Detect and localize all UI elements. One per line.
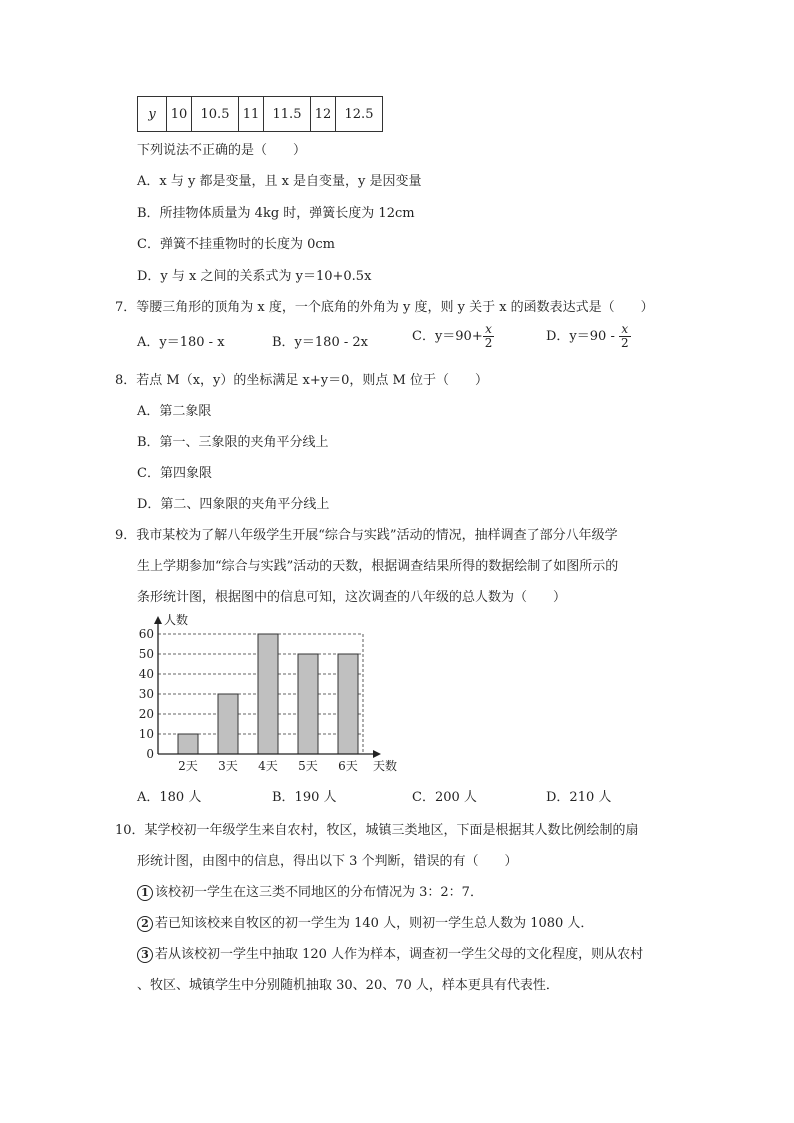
bar-3天 xyxy=(218,694,238,754)
q7-option-d-label: D．y＝90 - xyxy=(546,329,619,344)
q6-option-b: B．所挂物体质量为 4kg 时，弹簧长度为 12cm xyxy=(137,206,415,221)
y-tick-label: 60 xyxy=(138,627,154,641)
circled-number-3-icon: 3 xyxy=(137,947,153,963)
q10-statement-2-text: 若已知该校来自牧区的初一学生为 140 人，则初一学生总人数为 1080 人． xyxy=(155,916,594,931)
bar-5天 xyxy=(298,654,318,754)
value-table xyxy=(137,96,383,132)
q10-statement-3-text: 若从该校初一学生中抽取 120 人作为样本，调查初一学生父母的文化程度，则从农村 xyxy=(155,947,644,962)
x-axis-label: 天数 xyxy=(373,759,398,773)
q10-statement-1-text: 该校初一学生在这三类不同地区的分布情况为 3：2：7． xyxy=(155,885,483,900)
y-axis-label: 人数 xyxy=(164,613,189,627)
y-tick-label: 20 xyxy=(138,707,154,721)
q8-option-c: C．第四象限 xyxy=(137,466,212,481)
q7-option-b: B．y＝180 - 2x xyxy=(272,335,368,350)
y-tick-label: 10 xyxy=(138,727,154,741)
q8-option-b: B．第一、三象限的夹角平分线上 xyxy=(137,435,329,450)
q6-option-d: D．y 与 x 之间的关系式为 y＝10+0.5x xyxy=(137,269,372,284)
x-axis-arrow-icon xyxy=(373,750,381,758)
fraction-x-over-2 xyxy=(483,323,495,350)
q7-option-c xyxy=(412,323,494,350)
y-tick-label: 50 xyxy=(138,647,154,661)
q9-stem-line1: 9．我市某校为了解八年级学生开展“综合与实践”活动的情况，抽样调查了部分八年级学 xyxy=(115,528,618,543)
q8-option-a: A．第二象限 xyxy=(137,404,212,419)
x-tick-label: 2天 xyxy=(178,759,198,773)
q6-option-c: C．弹簧不挂重物时的长度为 0cm xyxy=(137,237,335,252)
table-cell: 11 xyxy=(239,97,264,132)
q7-stem: 7．等腰三角形的顶角为 x 度，一个底角的外角为 y 度，则 y 关于 x 的函数表达式是（ ） xyxy=(115,300,654,315)
bar-chart xyxy=(120,608,420,778)
fraction-denominator: 2 xyxy=(620,336,629,350)
fraction-denominator: 2 xyxy=(484,336,493,350)
q7-option-c-label: C．y＝90+ xyxy=(412,329,483,344)
q10-statement-3-cont: 、牧区、城镇学生中分别随机抽取 30、20、70 人，样本更具有代表性． xyxy=(137,978,559,993)
q9-stem-line2: 生上学期参加“综合与实践”活动的天数，根据调查结果所得的数据绘制了如图所示的 xyxy=(137,559,619,574)
bar-6天 xyxy=(338,654,358,754)
table-cell: 10 xyxy=(167,97,192,132)
q8-option-d: D．第二、四象限的夹角平分线上 xyxy=(137,497,330,512)
q6-stem: 下列说法不正确的是（ ） xyxy=(137,143,307,158)
y-tick-label: 40 xyxy=(138,667,154,681)
q9-option-d: D．210 人 xyxy=(546,790,612,805)
q8-stem: 8．若点 M（x，y）的坐标满足 x+y＝0，则点 M 位于（ ） xyxy=(115,373,488,388)
circled-number-2-icon: 2 xyxy=(137,916,153,932)
q9-option-b: B．190 人 xyxy=(272,790,337,805)
y-axis-arrow-icon xyxy=(154,616,162,624)
q10-statement-2 xyxy=(137,912,593,932)
x-tick-label: 5天 xyxy=(298,759,318,773)
y-tick-label: 0 xyxy=(146,747,154,761)
table-header-y: y xyxy=(138,97,167,132)
q10-statement-1 xyxy=(137,881,483,901)
fraction-x-over-2 xyxy=(619,323,631,350)
bar-4天 xyxy=(258,634,278,754)
q10-statement-3 xyxy=(137,943,643,963)
table-cell: 12 xyxy=(311,97,336,132)
q6-option-a: A．x 与 y 都是变量，且 x 是自变量，y 是因变量 xyxy=(137,174,422,189)
x-tick-label: 6天 xyxy=(338,759,358,773)
bar-2天 xyxy=(178,734,198,754)
fraction-numerator: x xyxy=(483,323,495,337)
fraction-numerator: x xyxy=(619,323,631,337)
q9-option-a: A．180 人 xyxy=(137,790,202,805)
table-cell: 10.5 xyxy=(192,97,239,132)
q9-option-c: C．200 人 xyxy=(412,790,477,805)
q9-stem-line3: 条形统计图，根据图中的信息可知，这次调查的八年级的总人数为（ ） xyxy=(137,590,567,605)
y-tick-label: 30 xyxy=(138,687,154,701)
x-tick-label: 4天 xyxy=(258,759,278,773)
q7-option-a: A．y＝180 - x xyxy=(137,335,225,350)
q7-option-d xyxy=(546,323,631,350)
x-tick-label: 3天 xyxy=(218,759,238,773)
table-cell: 12.5 xyxy=(336,97,383,132)
circled-number-1-icon: 1 xyxy=(137,885,153,901)
q10-stem-line2: 形统计图，由图中的信息，得出以下 3 个判断，错误的有（ ） xyxy=(137,854,518,869)
table-cell: 11.5 xyxy=(264,97,311,132)
q10-stem-line1: 10．某学校初一年级学生来自农村，牧区，城镇三类地区，下面是根据其人数比例绘制的扇 xyxy=(115,823,639,838)
